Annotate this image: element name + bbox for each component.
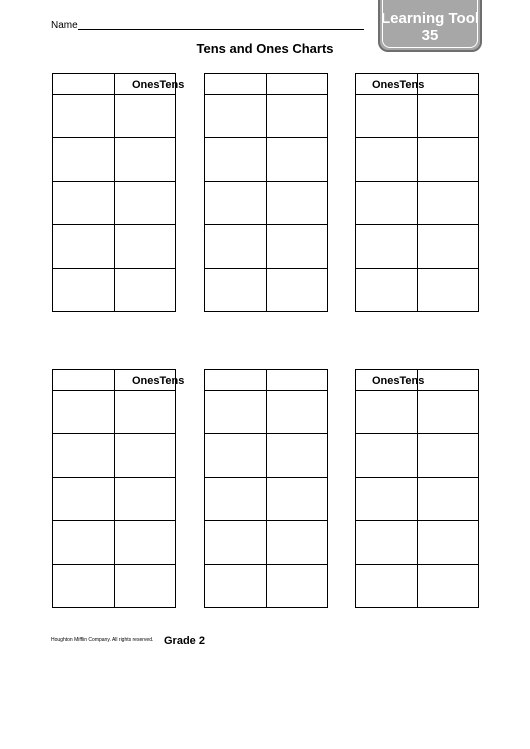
row-divider (53, 94, 175, 95)
row-divider (205, 390, 327, 391)
badge-number: 35 (421, 27, 439, 44)
tens-ones-chart (52, 73, 185, 312)
row-divider (356, 564, 478, 565)
name-label: Name (51, 20, 78, 31)
column-divider (266, 74, 267, 311)
column-divider (114, 74, 115, 311)
tens-ones-chart (355, 73, 479, 312)
row-divider (205, 268, 327, 269)
row-divider (356, 137, 478, 138)
row-divider (53, 224, 175, 225)
row-divider (205, 433, 327, 434)
row-divider (205, 564, 327, 565)
column-divider (266, 370, 267, 607)
column-divider (417, 370, 418, 607)
row-divider (205, 181, 327, 182)
row-divider (356, 520, 478, 521)
row-divider (53, 137, 175, 138)
tens-ones-chart (204, 73, 328, 312)
row-divider (53, 477, 175, 478)
row-divider (53, 390, 175, 391)
tens-ones-chart (355, 369, 479, 608)
badge-title: Learning Tool (380, 10, 480, 27)
row-divider (205, 94, 327, 95)
copyright-notice: Houghton Mifflin Company. All rights reserved. (51, 637, 154, 643)
row-divider (356, 224, 478, 225)
tens-ones-chart (52, 369, 185, 608)
column-divider (114, 370, 115, 607)
grade-label: Grade 2 (164, 635, 205, 647)
page-title: Tens and Ones Charts (196, 41, 334, 56)
row-divider (53, 268, 175, 269)
column-header-labels: OnesTens (372, 79, 425, 91)
row-divider (205, 520, 327, 521)
row-divider (356, 433, 478, 434)
row-divider (356, 181, 478, 182)
row-divider (53, 520, 175, 521)
tens-ones-chart (204, 369, 328, 608)
column-header-labels: OnesTens (372, 375, 425, 387)
row-divider (53, 433, 175, 434)
row-divider (205, 137, 327, 138)
row-divider (356, 268, 478, 269)
column-header-labels: OnesTens (132, 79, 185, 91)
name-line (78, 29, 364, 30)
row-divider (356, 477, 478, 478)
row-divider (53, 564, 175, 565)
column-divider (417, 74, 418, 311)
row-divider (205, 477, 327, 478)
row-divider (356, 390, 478, 391)
row-divider (205, 224, 327, 225)
column-header-labels: OnesTens (132, 375, 185, 387)
row-divider (53, 181, 175, 182)
row-divider (356, 94, 478, 95)
